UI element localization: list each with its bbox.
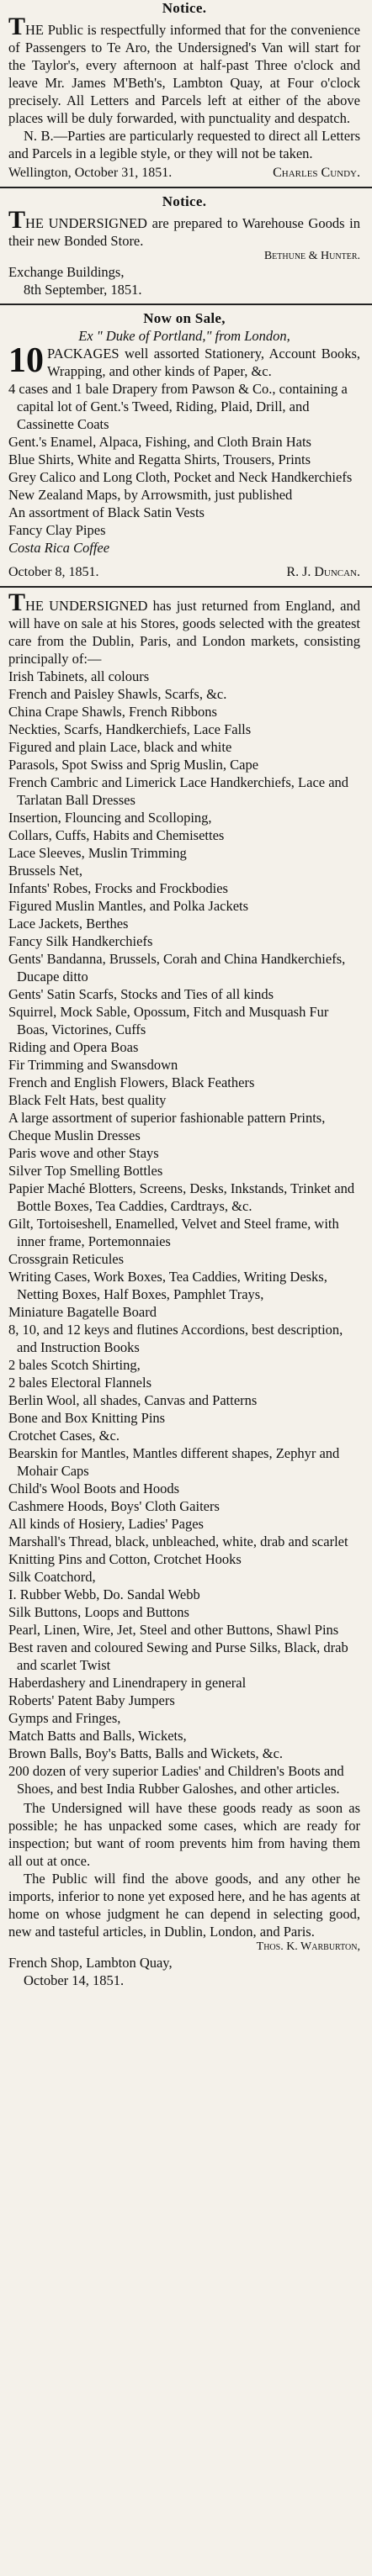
advert-item-list bbox=[8, 668, 360, 1797]
advert-intro: THE UNDERSIGNED has just returned from England, and will have on sale at his Stores, goods selected with the greatest care from the Dublin, Paris, and London markets, consisting principally of:— bbox=[8, 589, 360, 667]
list-item: 8, 10, and 12 keys and flutines Accordions, best description, and Instruction Books bbox=[8, 1322, 343, 1355]
list-item: Cashmere Hoods, Boys' Cloth Gaiters bbox=[8, 1498, 220, 1514]
list-item: Costa Rica Coffee bbox=[8, 540, 110, 556]
list-item: Gilt, Tortoiseshell, Enamelled, Velvet and Steel frame, with inner frame, Portemonnaies bbox=[8, 1216, 339, 1249]
advert-dateline: October 8, 1851. bbox=[8, 565, 99, 579]
notice-body: THE UNDERSIGNED are prepared to Warehouse Goods in their new Bonded Store. bbox=[8, 206, 360, 249]
advert-item-list bbox=[8, 380, 360, 557]
advert-date: October 14, 1851. bbox=[24, 1972, 125, 1988]
list-item: Grey Calico and Long Cloth, Pocket and Neck Handkerchiefs bbox=[8, 469, 353, 485]
list-item: Silver Top Smelling Bottles bbox=[8, 1163, 163, 1179]
list-item: Writing Cases, Work Boxes, Tea Caddies, Writing Desks, Netting Boxes, Half Boxes, Pamphlet Trays, bbox=[8, 1269, 327, 1302]
notice-dateline: Wellington, October 31, 1851. bbox=[8, 166, 173, 180]
notice-heading: Notice. bbox=[162, 0, 207, 16]
list-item: I. Rubber Webb, Do. Sandal Webb bbox=[8, 1586, 200, 1602]
notice-nb: N. B.—Parties are particularly requested to direct all Letters and Parcels in a legible style, or they will not be taken. bbox=[8, 128, 360, 161]
list-item: Cheque Muslin Dresses bbox=[8, 1127, 141, 1143]
advert-heading: Now on Sale, bbox=[143, 310, 226, 326]
notice-bonded-store bbox=[0, 193, 372, 298]
list-item: Haberdashery and Linendrapery in general bbox=[8, 1675, 247, 1691]
list-item: Gent.'s Enamel, Alpaca, Fishing, and Cloth Brain Hats bbox=[8, 434, 311, 450]
list-item: Marshall's Thread, black, unbleached, white, drab and scarlet bbox=[8, 1533, 348, 1549]
list-item: Figured and plain Lace, black and white bbox=[8, 739, 232, 755]
list-item: Fir Trimming and Swansdown bbox=[8, 1057, 178, 1073]
list-item: Squirrel, Mock Sable, Opossum, Fitch and Musquash Fur Boas, Victorines, Cuffs bbox=[8, 1004, 329, 1037]
list-item: Neckties, Scarfs, Handkerchiefs, Lace Falls bbox=[8, 721, 252, 737]
advert-signature: R. J. Duncan. bbox=[286, 565, 360, 579]
list-item: Riding and Opera Boas bbox=[8, 1039, 139, 1055]
list-item: Match Batts and Balls, Wickets, bbox=[8, 1728, 187, 1744]
advert-now-on-sale bbox=[0, 310, 372, 581]
list-item: Miniature Bagatelle Board bbox=[8, 1304, 157, 1320]
list-item: Lace Sleeves, Muslin Trimming bbox=[8, 845, 187, 861]
list-item: 2 bales Electoral Flannels bbox=[8, 1375, 151, 1391]
list-item: Silk Buttons, Loops and Buttons bbox=[8, 1604, 189, 1620]
notice-signature: Charles Cundy. bbox=[273, 166, 360, 180]
list-item: Irish Tabinets, all colours bbox=[8, 668, 150, 684]
drop-cap: T bbox=[8, 13, 26, 40]
list-item: Best raven and coloured Sewing and Purse Silks, Black, drab and scarlet Twist bbox=[8, 1639, 348, 1673]
list-item: Brown Balls, Boy's Batts, Balls and Wickets, &c. bbox=[8, 1745, 284, 1761]
advert-closing: The Public will find the above goods, and any other he imports, inferior to none yet exposed here, and he has agents at home on whose judgment he can depend in selecting good, new and tasteful articles, in Dublin, London, and Paris. bbox=[8, 1871, 360, 1940]
drop-cap: T bbox=[8, 206, 26, 234]
advert-french-shop bbox=[0, 589, 372, 1989]
list-item: Infants' Robes, Frocks and Frockbodies bbox=[8, 880, 228, 896]
advert-signature: Thos. K. Warburton, bbox=[256, 1940, 360, 1953]
list-item: Fancy Silk Handkerchiefs bbox=[8, 933, 153, 949]
list-item: Insertion, Flouncing and Scolloping, bbox=[8, 810, 212, 826]
list-item: 200 dozen of very superior Ladies' and Children's Boots and Shoes, and best India Rubber Galoshes, and other articles. bbox=[8, 1763, 344, 1797]
divider bbox=[0, 586, 372, 588]
advert-footer bbox=[8, 563, 360, 581]
list-item: Child's Wool Boots and Hoods bbox=[8, 1481, 180, 1497]
list-item: Paris wove and other Stays bbox=[8, 1145, 159, 1161]
notice-address: Exchange Buildings, bbox=[8, 264, 125, 280]
list-item: Silk Coatchord, bbox=[8, 1569, 96, 1585]
notice-van-service bbox=[0, 0, 372, 182]
list-item: China Crape Shawls, French Ribbons bbox=[8, 704, 217, 720]
list-item: Figured Muslin Mantles, and Polka Jackets bbox=[8, 898, 249, 914]
list-item: Pearl, Linen, Wire, Jet, Steel and other Buttons, Shawl Pins bbox=[8, 1622, 339, 1638]
list-item: 2 bales Scotch Shirting, bbox=[8, 1357, 141, 1373]
advert-address: French Shop, Lambton Quay, bbox=[8, 1955, 173, 1971]
list-item: Blue Shirts, White and Regatta Shirts, Trousers, Prints bbox=[8, 451, 311, 467]
list-item: Fancy Clay Pipes bbox=[8, 522, 106, 538]
list-item: All kinds of Hosiery, Ladies' Pages bbox=[8, 1516, 204, 1532]
list-item: French and English Flowers, Black Feathers bbox=[8, 1074, 255, 1090]
list-item: Bearskin for Mantles, Mantles different shapes, Zephyr and Mohair Caps bbox=[8, 1445, 340, 1479]
list-item: Lace Jackets, Berthes bbox=[8, 916, 129, 932]
list-item: Collars, Cuffs, Habits and Chemisettes bbox=[8, 827, 225, 843]
divider bbox=[0, 304, 372, 305]
list-item: New Zealand Maps, by Arrowsmith, just published bbox=[8, 487, 293, 503]
list-item: Knitting Pins and Cotton, Crotchet Hooks bbox=[8, 1551, 242, 1567]
divider bbox=[0, 187, 372, 188]
list-item: Brussels Net, bbox=[8, 863, 82, 879]
notice-footer bbox=[8, 164, 360, 182]
list-item: Gents' Satin Scarfs, Stocks and Ties of all kinds bbox=[8, 986, 274, 1002]
list-item: Parasols, Spot Swiss and Sprig Muslin, Cape bbox=[8, 757, 259, 773]
list-item: Gents' Bandanna, Brussels, Corah and China Handkerchiefs, Ducape ditto bbox=[8, 951, 346, 984]
advert-subheading: Ex " Duke of Portland," from London, bbox=[78, 328, 290, 344]
drop-cap: T bbox=[8, 589, 26, 616]
list-item: Crotchet Cases, &c. bbox=[8, 1428, 120, 1444]
list-item: Bone and Box Knitting Pins bbox=[8, 1410, 166, 1426]
list-item: Crossgrain Reticules bbox=[8, 1251, 125, 1267]
notice-signature: Bethune & Hunter. bbox=[263, 250, 360, 262]
advert-closing: The Undersigned will have these goods ready as soon as possible; he has unpacked some cases, which are ready for inspection; but want of room prevents him from having them all out at once. bbox=[8, 1800, 360, 1869]
list-item: 4 cases and 1 bale Drapery from Pawson & Co., containing a capital lot of Gent.'s Tweed, Riding, Plaid, Drill, and Cassinette Coats bbox=[8, 381, 348, 432]
list-item: French Cambric and Limerick Lace Handkerchiefs, Lace and Tarlatan Ball Dresses bbox=[8, 774, 349, 808]
list-item: Papier Maché Blotters, Screens, Desks, Inkstands, Trinket and Bottle Boxes, Tea Caddies, Cardtrays, &c. bbox=[8, 1180, 355, 1214]
list-item: Black Felt Hats, best quality bbox=[8, 1092, 167, 1108]
list-item: French and Paisley Shawls, Scarfs, &c. bbox=[8, 686, 227, 702]
large-numeral: 10 bbox=[8, 341, 44, 380]
notice-heading: Notice. bbox=[162, 193, 207, 209]
notice-date: 8th September, 1851. bbox=[24, 282, 142, 298]
list-item: Gymps and Fringes, bbox=[8, 1710, 121, 1726]
list-item: Roberts' Patent Baby Jumpers bbox=[8, 1692, 175, 1708]
list-item: An assortment of Black Satin Vests bbox=[8, 504, 205, 520]
advert-intro: 10 PACKAGES well assorted Stationery, Account Books, Wrapping, and other kinds of Paper, &c. bbox=[8, 341, 360, 380]
notice-body: THE Public is respectfully informed that for the convenience of Passengers to Te Aro, the Undersigned's Van will start for the Taylor's, every afternoon at half-past Three o'clock and leave Mr. James M'Beth's, Lambton Quay, at Four o'clock precisely. All Letters and Parcels left at either of the above places will be duly forwarded, with punctuality and despatch. bbox=[8, 13, 360, 126]
list-item: A large assortment of superior fashionable pattern Prints, bbox=[8, 1110, 326, 1126]
list-item: Berlin Wool, all shades, Canvas and Patterns bbox=[8, 1392, 258, 1408]
